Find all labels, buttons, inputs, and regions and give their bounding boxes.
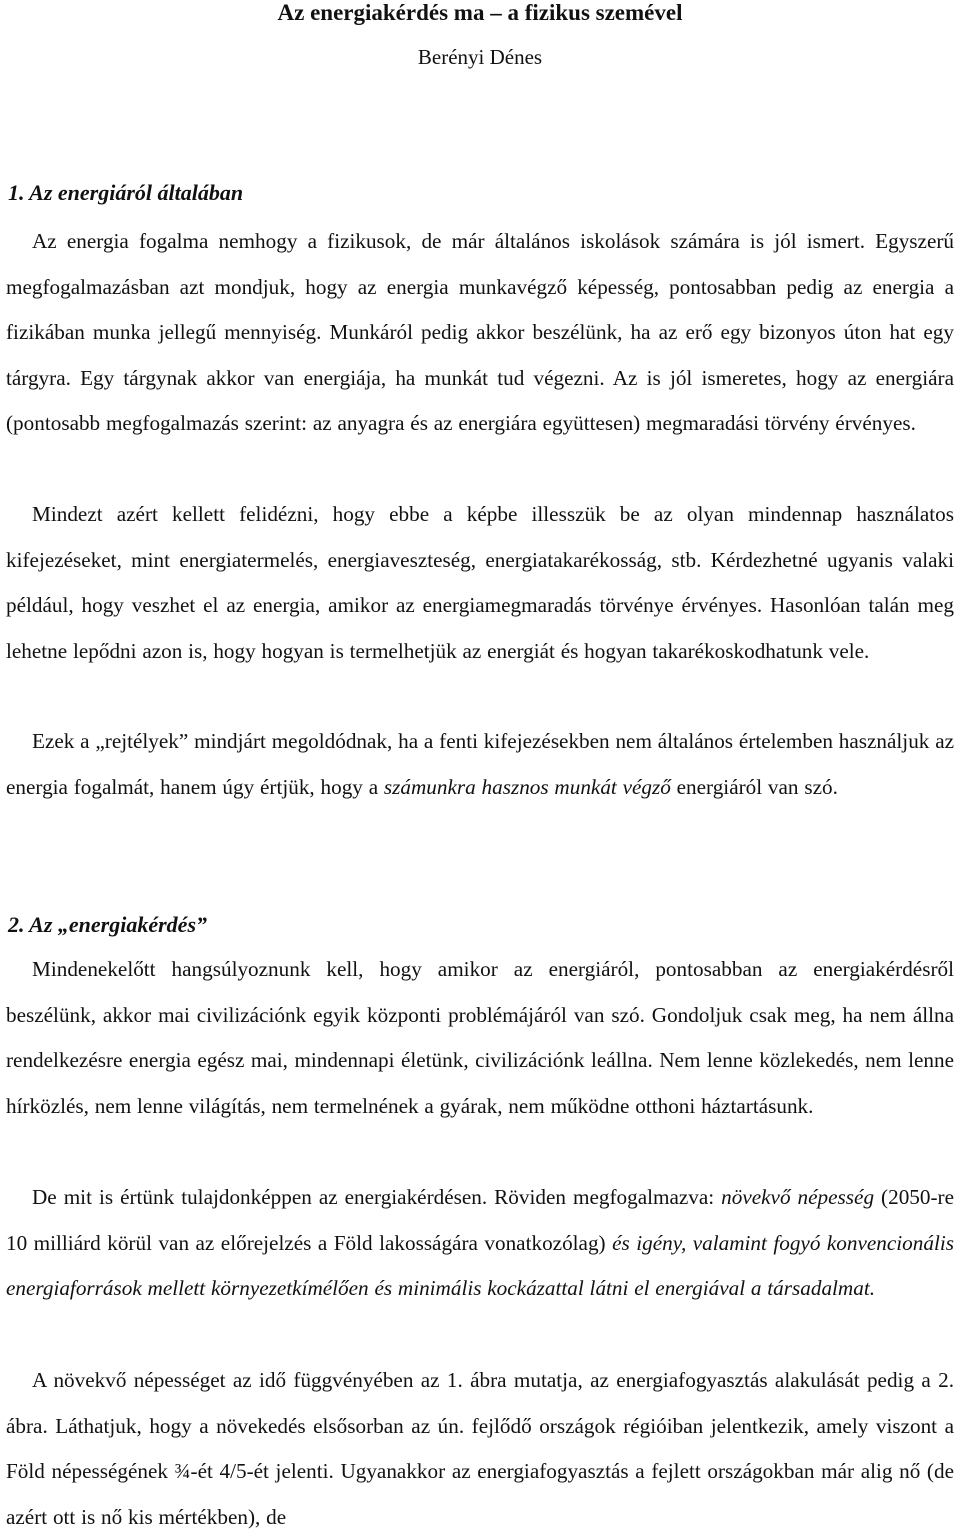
section-2-paragraph-2 <box>6 1175 954 1312</box>
paragraph-text: energiáról van szó. <box>670 774 838 799</box>
paragraph-text: Ezek a „rejtélyek” mindjárt megoldódnak, ha a fenti kifejezésekben nem általános értelemben használjuk az energia fogalmát, hanem úgy értjük, hogy a <box>6 729 954 799</box>
paragraph-text: De mit is értünk tulajdonképpen az energiakérdésen. Röviden megfogalmazva: <box>32 1185 722 1209</box>
paragraph-text: (2050-re 10 milliárd körül van az előrejelzés a Föld lakosságára vonatkozólag) <box>6 1185 954 1255</box>
section-2-paragraph-1: Mindenekelőtt hangsúlyoznunk kell, hogy amikor az energiáról, pontosabban az energiakérdésről beszélünk, akkor mai civilizációnk egyik központi problémájáról van szó. Gondoljuk csak meg, ha nem állna rendelkezésre energia egész mai, mindennapi életünk, civilizációnk leállna. Nem lenne közlekedés, nem lenne hírközlés, nem lenne világítás, nem termelnének a gyárak, nem működne otthoni háztartásunk. <box>6 957 954 1118</box>
section-1-paragraph-2: Mindezt azért kellett felidézni, hogy ebbe a képbe illesszük be az olyan mindennap használatos kifejezéseket, mint energiatermelés, energiaveszteség, energiatakarékosság, stb. Kérdezhetné ugyanis valaki például, hogy veszhet el az energia, amikor az energiamegmaradás törvénye érvényes. Hasonlóan talán meg lehetne lepődni azon is, hogy hogyan is termelhetjük az energiát és hogyan takarékoskodhatunk vele. <box>6 502 954 663</box>
section-1-heading: 1. Az energiáról általában <box>8 180 244 205</box>
document-title: Az energiakérdés ma – a fizikus szemével <box>277 0 683 25</box>
emphasis-text: növekvő népesség <box>721 1185 875 1209</box>
emphasis-text: és igény, valamint fogyó konvencionális energiaforrások mellett környezetkímélően és minimális kockázattal látni el energiával a társadalmat. <box>6 1230 954 1301</box>
section-2-paragraph-3: A növekvő népességet az idő függvényében az 1. ábra mutatja, az energiafogyasztás alakulását pedig a 2. ábra. Láthatjuk, hogy a növekedés elsősorban az ún. fejlődő országok régióiban jelentkezik, amely viszont a Föld népességének ¾-ét 4/5-ét jelenti. Ugyanakkor az energiafogyasztás a fejlett országokban már alig nő (de azért ott is nő kis mértékben), de <box>6 1368 954 1529</box>
section-2-heading: 2. Az „energiakérdés” <box>8 912 208 937</box>
emphasis-text: számunkra hasznos munkát végző <box>383 774 671 799</box>
document-author: Berényi Dénes <box>417 45 543 69</box>
section-1-paragraph-3 <box>6 719 954 810</box>
section-1-paragraph-1: Az energia fogalma nemhogy a fizikusok, de már általános iskolások számára is jól ismert. Egyszerű megfogalmazásban azt mondjuk, hogy az energia munkavégző képesség, pontosabban pedig az energia a fizikában munka jellegű mennyiség. Munkáról pedig akkor beszélünk, ha az erő egy bizonyos úton hat egy tárgyra. Egy tárgynak akkor van energiája, ha munkát tud végezni. Az is jól ismeretes, hogy az energiára (pontosabb megfogalmazás szerint: az anyagra és az energiára együttesen) megmaradási törvény érvényes. <box>6 229 954 436</box>
